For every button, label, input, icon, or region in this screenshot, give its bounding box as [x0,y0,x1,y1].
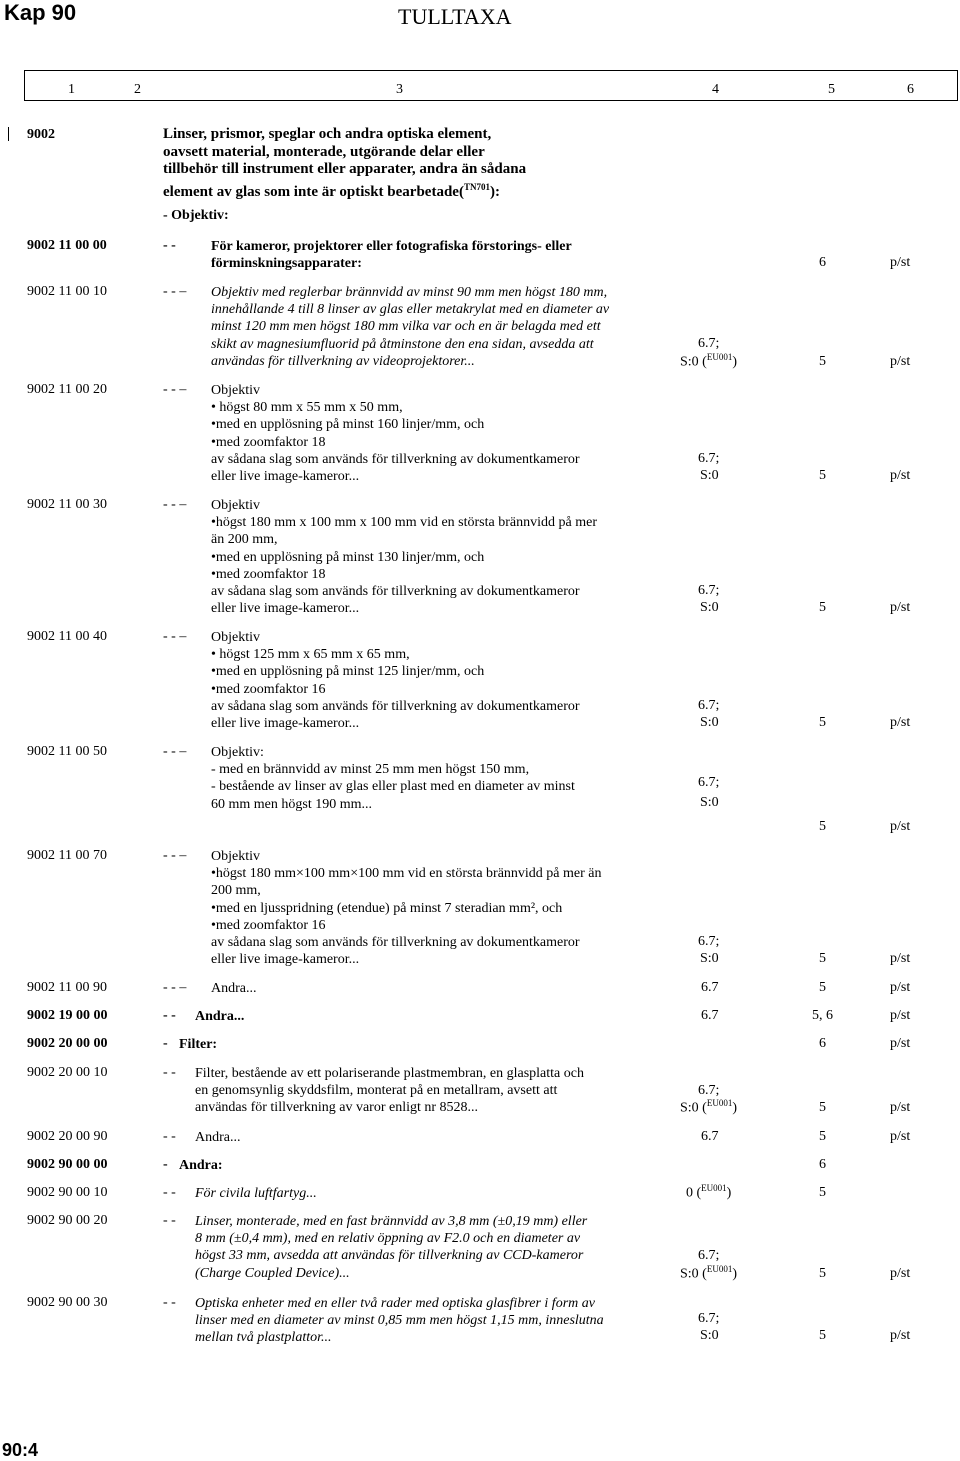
row-code: 9002 11 00 00 [27,238,107,253]
col4-value: 6.7; [698,775,720,790]
row-code: 9002 11 00 20 [27,382,107,397]
col4-value: S:0 [700,468,719,483]
row-code: 9002 90 00 10 [27,1185,108,1200]
col5-value: 5 [819,715,826,730]
column-number: 6 [907,82,914,97]
row-description: Filter, bestående av ett polariserande plastmembran, en glasplatta och en genomsynlig skyddsfilm, monterat på en metallram, avsett att användas för tillverkning av varor enligt nr 8528... [195,1066,584,1116]
row-description: Optiska enheter med en eller två rader med optiska glasfibrer i form av linser med en diameter av minst 0,85 mm men högst 1,15 mm, inneslutna mellan två plastplattor... [195,1296,604,1346]
col6-unit: p/st [890,819,911,834]
row-description: Andra: [179,1158,223,1173]
page-title: TULLTAXA [398,4,512,29]
col5-value: 5, 6 [812,1008,833,1023]
chapter-label: Kap 90 [4,0,77,25]
col5-value: 5 [819,951,826,966]
col4-value: 6.7 [701,1129,719,1144]
col4-value: 6.7; [698,698,720,713]
col4-value: 6.7 [701,1008,719,1023]
row-code: 9002 90 00 30 [27,1295,108,1310]
col4-value: 6.7; [698,1311,720,1326]
col6-unit: p/st [890,468,911,483]
col4-value: 6.7; [698,1083,720,1098]
col6-unit: p/st [890,1100,911,1115]
row-dash: - - – [163,744,187,759]
col6-unit: p/st [890,1036,911,1051]
row-code: 9002 20 00 00 [27,1036,108,1051]
col4-value: S:0 [700,1328,719,1343]
col5-value: 6 [819,1157,826,1172]
col4-value: 0 ($^{EU001}$) [686,1183,732,1201]
col5-value: 5 [819,1185,826,1200]
column-number: 5 [828,82,835,97]
col4-value: S:0 [700,795,719,810]
row-code: 9002 11 00 10 [27,284,107,299]
row-dash: - - [163,1185,176,1200]
col5-value: 6 [819,1036,826,1051]
col4-value: 6.7; [698,1248,720,1263]
column-number: 1 [68,82,75,97]
row-description: Objektiv • högst 80 mm x 55 mm x 50 mm, • med en upplösning på minst 160 linjer/mm, och • med zoomfaktor 18 av sådana slag som används för tillverkning av dokumentkameror eller live image-kameror... [211,382,580,485]
col4-value: S:0 ($^{EU001}$) [680,1098,738,1116]
subheading-objektiv: - Objektiv: [163,208,229,223]
row-code: 9002 11 00 30 [27,497,107,512]
row-code: 9002 20 00 10 [27,1065,108,1080]
row-dash: - - [163,1213,176,1228]
revision-bar [8,127,9,141]
row-description: Objektiv • högst 180 mm×100 mm×100 mm vid en största brännvidd på mer än 200 mm, • med en ljusspridning (etendue) på minst 7 steradian mm², och • med zoomfaktor 16 av sådana slag som används för tillverkning av dokumentkameror eller live image-kameror... [211,848,602,968]
row-description: Objektiv: - med en brännvidd av minst 25 mm men högst 150 mm, - bestående av linser av glas eller plast med en diameter av minst 60 mm men högst 190 mm... [211,745,575,812]
col4-value: 6.7; [698,583,720,598]
row-dash: - - [163,1065,176,1080]
row-description: För kameror, projektorer eller fotografiska förstorings- eller förminskningsapparater: [211,239,572,272]
heading-code: 9002 [27,127,55,142]
col6-unit: p/st [890,980,911,995]
row-dash: - - – [163,980,187,995]
col4-value: S:0 [700,951,719,966]
row-dash: - - – [163,629,187,644]
col4-value: 6.7; [698,934,720,949]
col6-unit: p/st [890,354,911,369]
row-description: Objektiv med reglerbar brännvidd av minst 90 mm men högst 180 mm, innehållande 4 till 8 linser av glas eller metakrylat med en diameter av minst 120 mm men högst 180 mm vilka var och en är belagda med ett skikt av magnesiumfluorid på åtminstone den ena sidan, avsedda att användas för tillverkning av videoprojektorer... [211,285,610,369]
col5-value: 5 [819,819,826,834]
col5-value: 5 [819,1328,826,1343]
col5-value: 6 [819,255,826,270]
col6-unit: p/st [890,600,911,615]
col6-unit: p/st [890,255,911,270]
page-number: 90:4 [2,1440,39,1460]
row-description: Andra... [195,1009,245,1024]
row-dash: - - [163,238,176,253]
col5-value: 5 [819,1100,826,1115]
row-description: Objektiv • högst 125 mm x 65 mm x 65 mm, • med en upplösning på minst 125 linjer/mm, och • med zoomfaktor 16 av sådana slag som används för tillverkning av dokumentkameror eller live image-kameror... [211,629,580,732]
col5-value: 5 [819,354,826,369]
row-code: 9002 20 00 90 [27,1129,108,1144]
row-dash: - - – [163,848,187,863]
row-dash: - [163,1036,168,1051]
col5-value: 5 [819,1266,826,1281]
row-dash: - [163,1157,168,1172]
row-code: 9002 11 00 50 [27,744,107,759]
row-dash: - - – [163,284,187,299]
col5-value: 5 [819,468,826,483]
row-description: För civila luftfartyg... [195,1186,317,1201]
row-dash: - - [163,1295,176,1310]
col4-value: S:0 [700,600,719,615]
col4-value: 6.7; [698,451,720,466]
row-dash: - - – [163,382,187,397]
col6-unit: p/st [890,715,911,730]
row-code: 9002 11 00 70 [27,848,107,863]
row-dash: - - [163,1008,176,1023]
row-description: Filter: [179,1037,218,1052]
row-code: 9002 11 00 40 [27,629,107,644]
col6-unit: p/st [890,1328,911,1343]
col6-unit: p/st [890,1266,911,1281]
heading-description: Linser, prismor, speglar och andra optiska element, oavsett material, monterade, utgörande delar eller tillbehör till instrument eller apparater, andra än sådana element av glas som inte är optiskt bearbetade($^{TN701}$): [163,126,527,200]
row-code: 9002 90 00 20 [27,1213,108,1228]
row-description: Linser, monterade, med en fast brännvidd av 3,8 mm (±0,19 mm) eller 8 mm (±0,4 mm), med en relativ öppning av F2.0 och en diameter av högst 33 mm, avsedda att användas för tillverkning av CCD-kameror (Charge Coupled Device)... [195,1214,588,1281]
col4-value: S:0 ($^{EU001}$) [680,352,738,370]
col4-value: 6.7 [701,980,719,995]
row-code: 9002 90 00 00 [27,1157,108,1172]
col4-value: 6.7; [698,336,720,351]
column-number: 3 [396,82,403,97]
row-code: 9002 11 00 90 [27,980,107,995]
row-dash: - - – [163,497,187,512]
row-code: 9002 19 00 00 [27,1008,108,1023]
col5-value: 5 [819,980,826,995]
col6-unit: p/st [890,1008,911,1023]
col4-value: S:0 ($^{EU001}$) [680,1264,738,1282]
col5-value: 5 [819,600,826,615]
col6-unit: p/st [890,1129,911,1144]
row-dash: - - [163,1129,176,1144]
col4-value: S:0 [700,715,719,730]
row-description: Objektiv • högst 180 mm x 100 mm x 100 mm vid en största brännvidd på mer än 200 mm, • med en upplösning på minst 130 linjer/mm, och • med zoomfaktor 18 av sådana slag som används för tillverkning av dokumentkameror eller live image-kameror... [211,497,597,617]
col5-value: 5 [819,1129,826,1144]
column-number: 4 [712,82,719,97]
column-header-box [24,70,958,101]
row-description: Andra... [211,981,257,996]
col6-unit: p/st [890,951,911,966]
row-description: Andra... [195,1130,241,1145]
column-number: 2 [134,82,141,97]
